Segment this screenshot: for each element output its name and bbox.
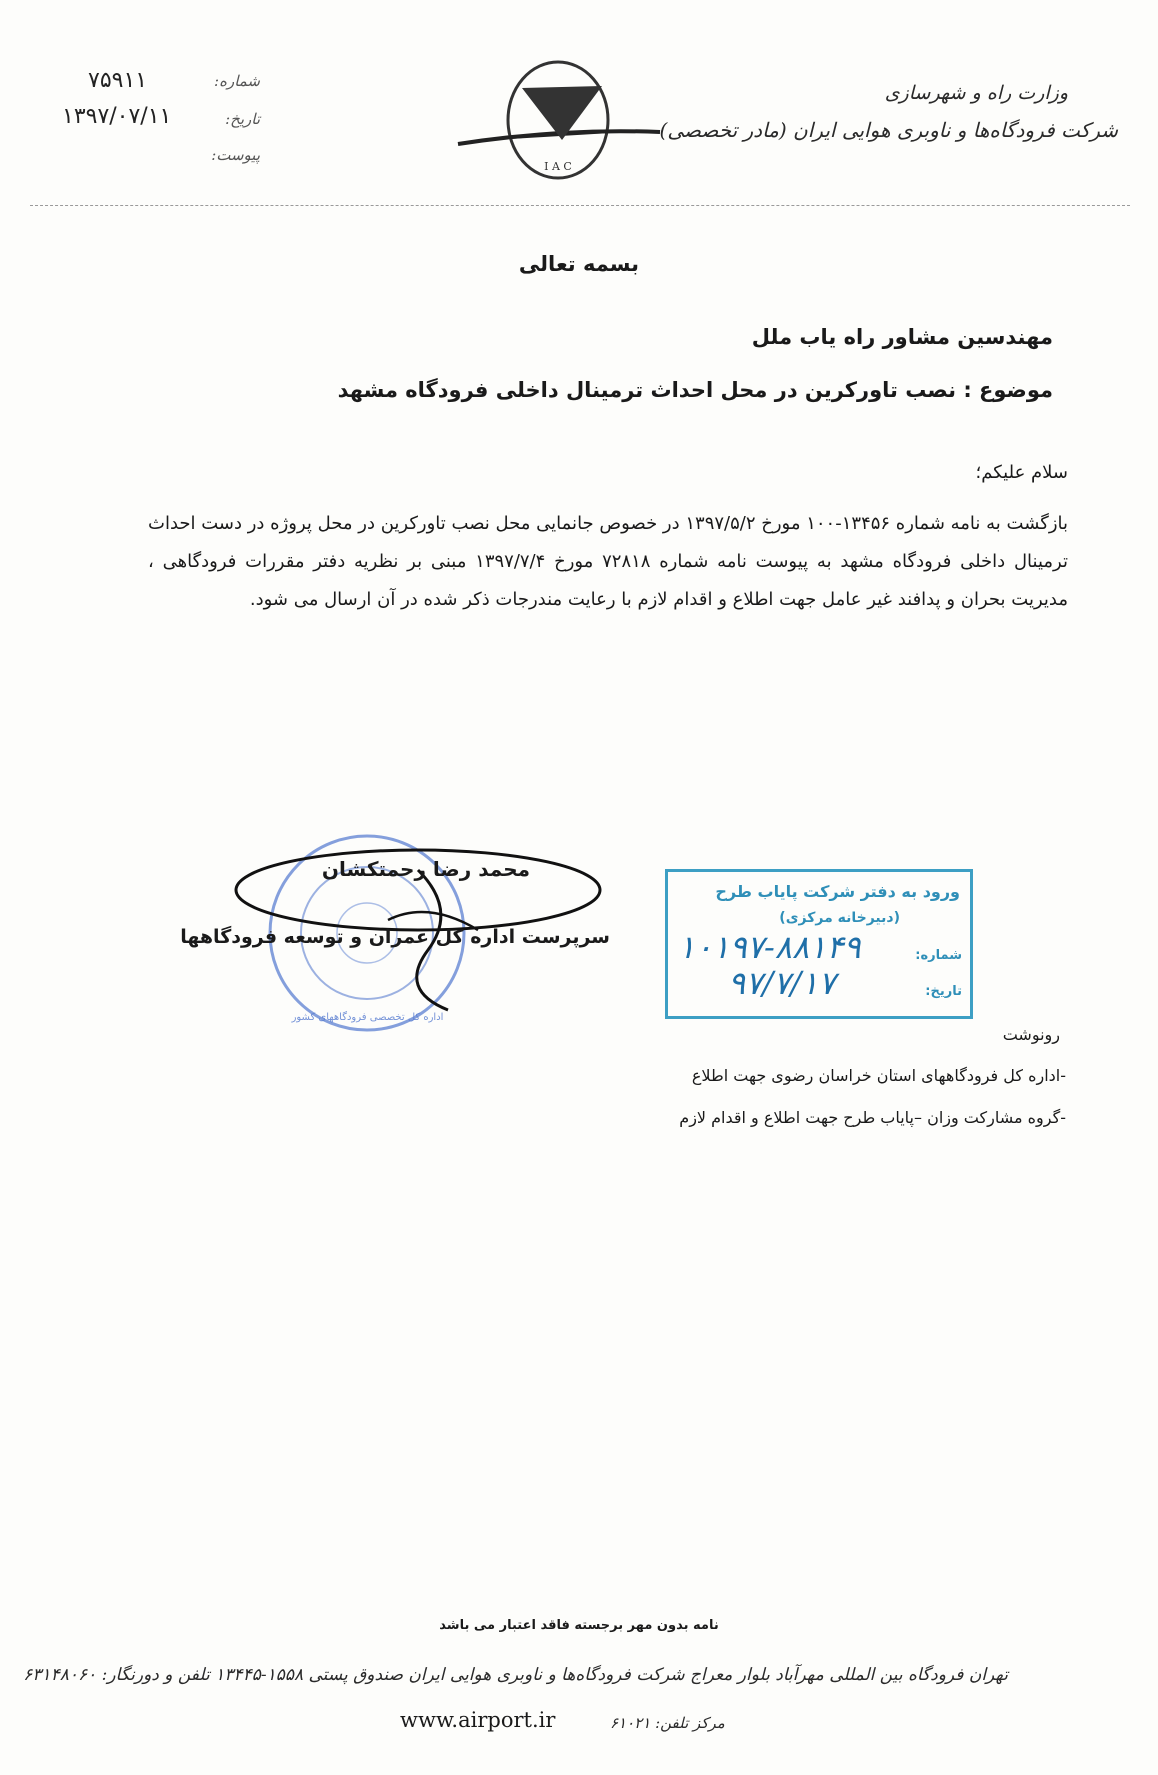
stamp-date-label: تاریخ: <box>925 984 962 999</box>
letter-date: ۱۳۹۷/۰۷/۱۱ <box>62 104 172 129</box>
signatory-name: محمد رضا رحمتکشان <box>321 857 530 881</box>
number-label: شماره: <box>214 72 260 90</box>
header-divider <box>30 205 1130 206</box>
greeting: سلام علیکم؛ <box>975 462 1068 483</box>
cc-item: -گروه مشارکت وزان –پایاب طرح جهت اطلاع و اقدام لازم <box>679 1108 1066 1127</box>
cc-item: -اداره کل فرودگاههای استان خراسان رضوی جهت اطلاع <box>691 1066 1066 1085</box>
ministry-name: وزارت راه و شهرسازی <box>884 82 1068 104</box>
stamp-number: ۱۰۱۹۷-۸۸۱۴۹ <box>678 928 861 966</box>
stamp-date: ۹۷/۷/۱۷ <box>728 964 836 1002</box>
seal-text: اداره کل تخصصی فرودگاههای کشور <box>291 1012 444 1023</box>
footer-phone: مرکز تلفن: ۶۱۰۲۱ <box>610 1714 725 1732</box>
signatory-title: سرپرست اداره کل عمران و توسعه فرودگاهها <box>180 926 610 948</box>
basmala: بسمه تعالی <box>518 252 640 276</box>
company-logo <box>452 52 664 182</box>
footer-website: www.airport.ir <box>400 1708 556 1732</box>
logo-text: I A C <box>544 160 572 173</box>
company-name: شرکت فرودگاه‌ها و ناوبری هوایی ایران (مادر تخصصی) <box>659 118 1118 142</box>
recipient: مهندسین مشاور راه یاب ملل <box>751 325 1053 349</box>
incoming-stamp <box>665 869 973 1019</box>
subject-line: موضوع : نصب تاورکرین در محل احداث ترمینال داخلی فرودگاه مشهد <box>337 378 1053 402</box>
stamp-number-label: شماره: <box>915 948 962 963</box>
footer-address: تهران فرودگاه بین المللی مهرآباد بلوار معراج شرکت فرودگاه‌ها و ناوبری هوایی ایران صندوق پستی ۱۵۵۸-۱۳۴۴۵ تلفن و دورنگار: ۶۳۱۴۸۰۶۰ <box>23 1665 1008 1685</box>
letter-body: بازگشت به نامه شماره ۱۳۴۵۶-۱۰۰ مورخ ۱۳۹۷/۵/۲ در خصوص جانمایی محل نصب تاورکرین در محل پروژه در دست احداث ترمینال داخلی فرودگاه مشهد به پیوست نامه شماره ۷۲۸۱۸ مورخ ۱۳۹۷/۷/۴ مبنی بر نظریه دفتر مقررات فرودگاهی ، مدیریت بحران و پدافند غیر عامل جهت اطلاع و اقدام لازم با رعایت مندرجات ذکر شده در آن ارسال می شود. <box>148 513 1069 610</box>
cc-label: رونوشت <box>1002 1025 1060 1044</box>
date-label: تاریخ: <box>225 110 260 128</box>
attachment-label: پیوست: <box>211 146 260 164</box>
stamp-title: ورود به دفتر شرکت پایاب طرح <box>715 882 960 901</box>
letter-number: ۷۵۹۱۱ <box>88 68 148 93</box>
footer-note: نامه بدون مهر برجسته فاقد اعتبار می باشد <box>439 1618 719 1633</box>
stamp-subtitle: (دبیرخانه مرکزی) <box>779 910 900 926</box>
